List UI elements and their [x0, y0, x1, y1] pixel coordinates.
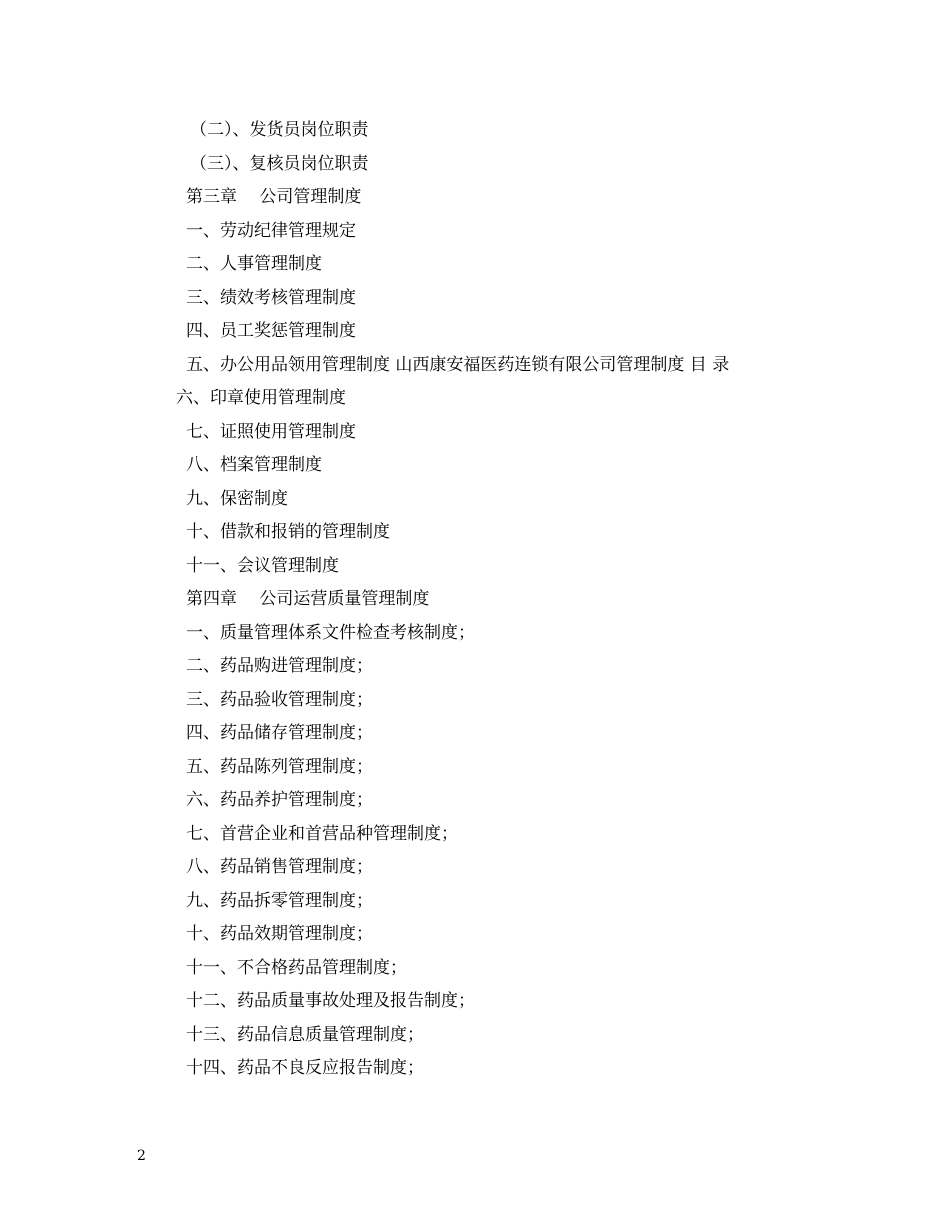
page-number: 2	[137, 1148, 146, 1164]
toc-chapter-heading: 第三章 公司管理制度	[186, 187, 362, 207]
toc-line: 十、借款和报销的管理制度	[186, 522, 390, 542]
toc-line: 一、质量管理体系文件检查考核制度；	[186, 622, 475, 643]
toc-line: 六、印章使用管理制度	[176, 388, 346, 408]
toc-line: 五、药品陈列管理制度；	[186, 756, 373, 777]
toc-line: 五、办公用品领用管理制度 山西康安福医药连锁有限公司管理制度 目 录	[186, 354, 730, 375]
toc-line: 四、员工奖惩管理制度	[186, 321, 356, 341]
toc-line: 三、药品验收管理制度；	[186, 689, 373, 710]
toc-line: 二、人事管理制度	[186, 254, 322, 274]
toc-line: 一、劳动纪律管理规定	[186, 220, 356, 241]
toc-line: 十、药品效期管理制度；	[186, 924, 373, 944]
toc-line: 十三、药品信息质量管理制度；	[186, 1024, 424, 1045]
toc-line: 九、药品拆零管理制度；	[186, 890, 373, 911]
toc-line: 八、药品销售管理制度；	[186, 857, 373, 877]
toc-line: 七、首营企业和首营品种管理制度；	[186, 823, 458, 844]
table-of-contents	[170, 114, 870, 1086]
toc-line: 九、保密制度	[186, 488, 288, 509]
toc-line: 十四、药品不良反应报告制度；	[186, 1058, 424, 1078]
toc-line: （二）、发货员岗位职责	[190, 120, 369, 140]
toc-line: 七、证照使用管理制度	[186, 421, 356, 442]
toc-chapter-heading: 第四章 公司运营质量管理制度	[186, 589, 430, 609]
toc-line: 三、绩效考核管理制度	[186, 287, 356, 308]
toc-line: 八、档案管理制度	[186, 455, 322, 475]
toc-line: 二、药品购进管理制度；	[186, 656, 373, 676]
toc-line: （三）、复核员岗位职责	[190, 153, 369, 174]
toc-line: 四、药品储存管理制度；	[186, 723, 373, 743]
toc-line: 十一、不合格药品管理制度；	[186, 957, 407, 978]
toc-line: 六、药品养护管理制度；	[186, 790, 373, 810]
toc-line: 十一、会议管理制度	[186, 555, 339, 576]
toc-line: 十二、药品质量事故处理及报告制度；	[186, 991, 475, 1011]
